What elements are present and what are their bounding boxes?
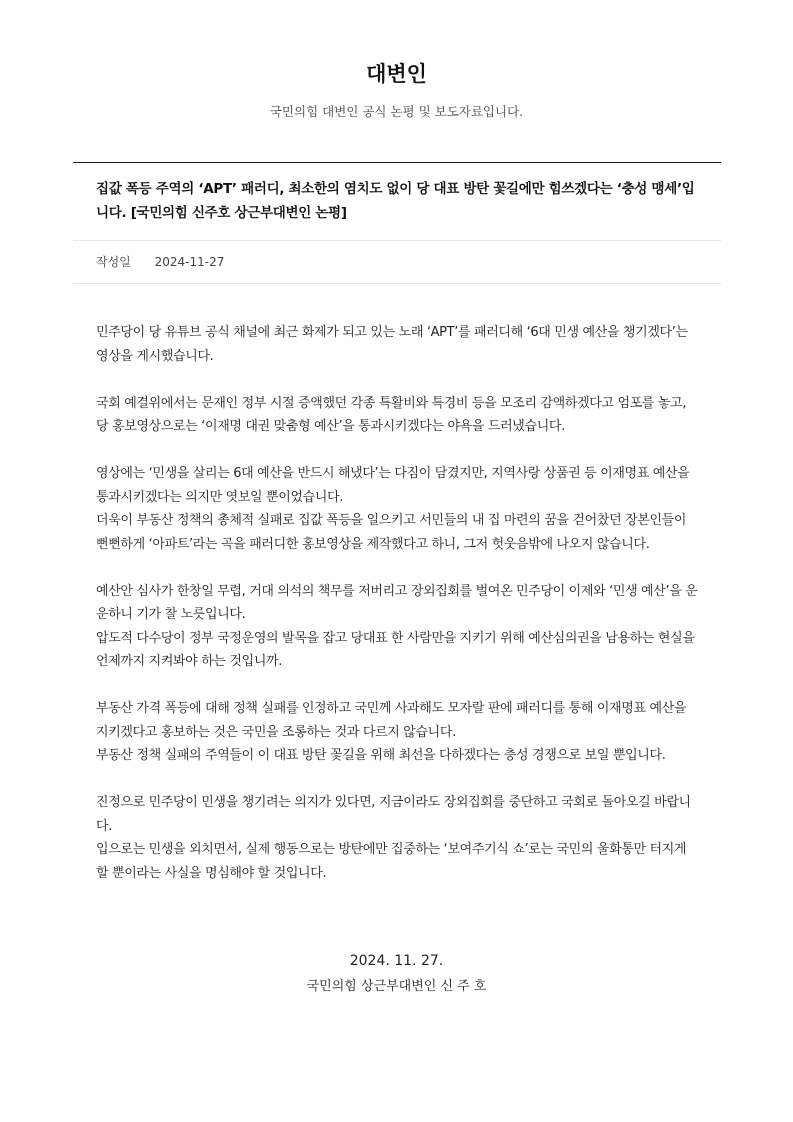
meta-divider (73, 283, 721, 284)
paragraph-text: 예산안 심사가 한창일 무렵, 거대 의석의 책무를 저버리고 장외집회를 벌여온 민주당이 이제와 ‘민생 예산’을 운운하니 기가 찰 노릇입니다. 압도적 다수당이 정부 국정운영의 발목을 잡고 당대표 한 사람만을 지키기 위해 예산심의권을 남용하는 현실을 언제까지 지켜봐야 하는 것입니까. (96, 583, 698, 669)
article-title: 집값 폭등 주역의 ‘APT’ 패러디, 최소한의 염치도 없이 당 대표 방탄 꽃길에만 힘쓰겠다는 ‘충성 맹세’입니다. [국민의힘 신주호 상근부대변인 논평] (96, 181, 695, 221)
site-title: 대변인 (366, 62, 427, 86)
signature-date: 2024. 11. 27. (349, 953, 444, 969)
paragraph-text: 민주당이 당 유튜브 공식 채널에 최근 화제가 되고 있는 노래 ‘APT’를 패러디해 ‘6대 민생 예산을 챙기겠다’는 영상을 게시했습니다. (96, 325, 688, 364)
article-body (96, 321, 702, 909)
article-meta (96, 252, 224, 272)
date-label: 작성일 (96, 255, 131, 269)
paragraph (96, 791, 702, 885)
site-subtitle: 국민의힘 대변인 공식 논평 및 보도자료입니다. (269, 104, 524, 119)
header-divider (73, 162, 721, 163)
title-divider (73, 240, 721, 241)
paragraph (96, 697, 702, 768)
paragraph (96, 321, 702, 368)
paragraph-text: 부동산 가격 폭등에 대해 정책 실패를 인정하고 국민께 사과해도 모자랄 판에 패러디를 통해 이재명표 예산을 지키겠다고 홍보하는 것은 국민을 조롱하는 것과 다르지 않습니다. 부동산 정책 실패의 주역들이 이 대표 방탄 꽃길을 위해 최선을 다하겠다는 충성 경쟁으로 보일 뿐입니다. (96, 701, 687, 763)
paragraph (96, 392, 702, 439)
publish-date: 2024-11-27 (154, 255, 225, 269)
paragraph (96, 462, 702, 556)
paragraph-text: 국회 예결위에서는 문재인 정부 시절 증액했던 각종 특활비와 특경비 등을 모조리 감액하겠다고 엄포를 놓고, 당 홍보영상으로는 ‘이재명 대권 맞춤형 예산’을 통과시키겠다는 야욕을 드러냈습니다. (96, 395, 687, 434)
paragraph (96, 580, 702, 674)
paragraph-text: 영상에는 ‘민생을 살리는 6대 예산을 반드시 해냈다’는 다짐이 담겼지만, 지역사랑 상품권 등 이재명표 예산을 통과시키겠다는 의지만 엿보일 뿐이었습니다. 더욱이 부동산 정책의 총체적 실패로 집값 폭등을 일으키고 서민들의 내 집 마련의 꿈을 걷어찼던 장본인들이 뻔뻔하게 ‘아파트’라는 곡을 패러디한 홍보영상을 제작했다고 하니, 그저 헛웃음밖에 나오지 않습니다. (96, 466, 690, 552)
paragraph-text: 진정으로 민주당이 민생을 챙기려는 의지가 있다면, 지금이라도 장외집회를 중단하고 국회로 돌아오길 바랍니다. 입으로는 민생을 외치면서, 실제 행동으로는 방탄에만 집중하는 ‘보여주기식 쇼’로는 국민의 울화통만 터지게 할 뿐이라는 사실을 명심해야 할 것입니다. (96, 795, 691, 881)
signature-block (0, 948, 793, 1000)
signature-name: 국민의힘 상근부대변인 신 주 호 (306, 979, 487, 994)
